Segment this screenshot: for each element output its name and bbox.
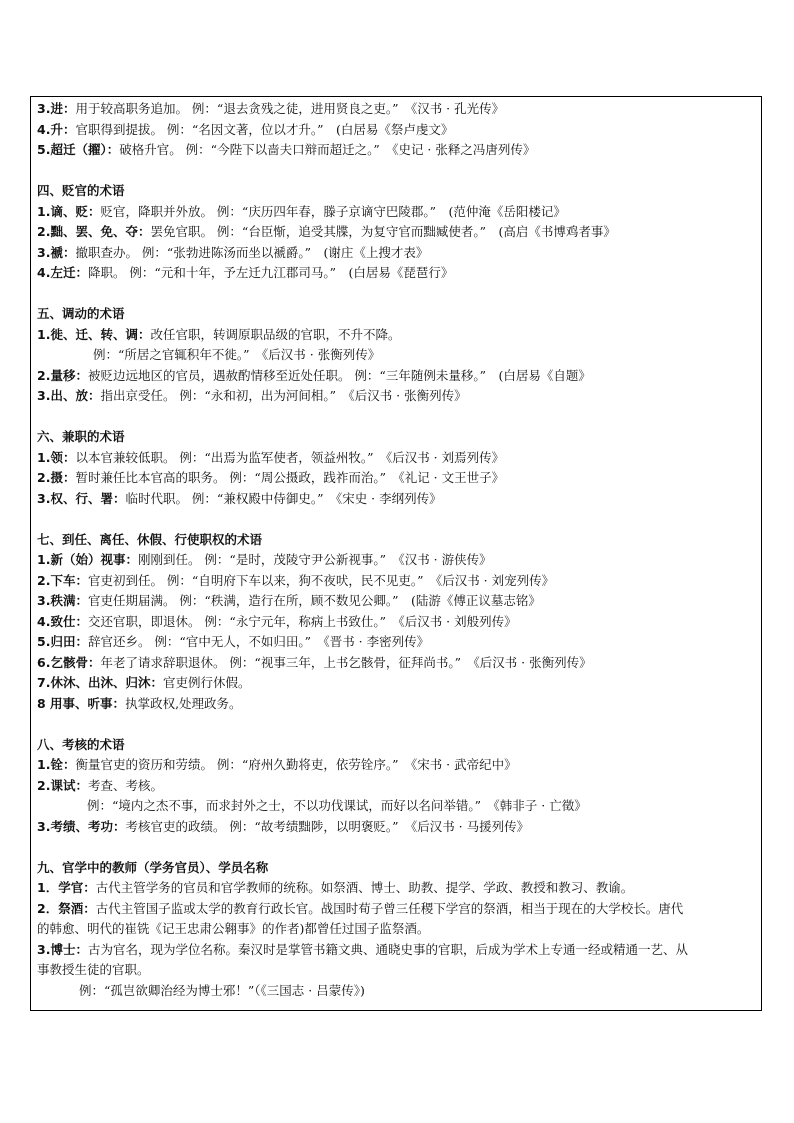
list-item — [37, 550, 757, 571]
term: 3.权、行、署： — [37, 490, 126, 506]
definition: 古代主管学务的官员和官学教师的统称。如祭酒、博士、助教、提学、学政、教授和教习、教谕。 — [95, 880, 634, 895]
list-item — [37, 817, 757, 838]
term: 3.博士： — [37, 941, 88, 957]
term: 6.乞骸骨： — [37, 654, 101, 670]
list-item — [37, 99, 757, 120]
list-item — [37, 940, 757, 961]
term: 8 用事、听事： — [37, 695, 126, 711]
continuation-line: 事教授生徒的官职。 — [37, 962, 150, 977]
list-item — [37, 468, 757, 489]
list-item — [37, 653, 757, 674]
term: 2.下车： — [37, 572, 88, 588]
definition: 指出京受任。 例：“永和初，出为河间相。” 《后汉书 · 张衡列传》 — [100, 388, 467, 403]
section-heading: 七、到任、离任、休假、行使职权的术语 — [37, 531, 263, 547]
definition: 被贬边远地区的官员，遇赦酌情移至近处任职。 例：“三年随例未量移。” (白居易《自题》 — [87, 367, 591, 383]
list-item — [37, 776, 757, 797]
definition: 辞官还乡。 例：“官中无人，不如归田。” 《晋书 · 李密列传》 — [87, 634, 430, 649]
term: 4.左迁： — [37, 265, 88, 280]
term: 3.褫： — [37, 244, 76, 260]
section-heading: 五、调动的术语 — [37, 306, 125, 321]
term: 5.归田： — [37, 634, 88, 649]
list-item — [37, 222, 757, 243]
list-item — [37, 366, 757, 387]
term: 4.致仕： — [37, 613, 88, 629]
term: 1.谪、贬： — [37, 203, 101, 219]
term: 7.休沐、出沐、归沐： — [37, 675, 163, 690]
definition: 官吏例行休假。 — [162, 675, 251, 690]
list-item — [37, 489, 757, 510]
definition: 刚刚到任。 例：“是时，茂陵守尹公新视事。” 《汉书 · 游侠传》 — [137, 552, 492, 567]
section-heading: 九、官学中的教师（学务官员）、学员名称 — [37, 859, 269, 875]
list-item — [37, 140, 757, 161]
list-item — [37, 673, 757, 694]
definition: 古为官名，现为学位名称。秦汉时是掌管书籍文典、通晓史事的官职，后成为学术上专通一经或精通一艺、从 — [87, 941, 688, 957]
list-item — [37, 202, 757, 223]
continuation-line: 的韩愈、明代的崔铣《记王忠肃公翱事》的作者)都曾任过国子监祭酒。 — [37, 921, 430, 936]
definition: 年老了请求辞职退休。 例：“视事三年，上书乞骸骨，征拜尚书。” 《后汉书 · 张衡列传》 — [100, 654, 592, 670]
list-item — [37, 878, 757, 899]
list-item — [37, 632, 757, 653]
term: 1.领： — [37, 449, 76, 465]
definition: 以本官兼较低职。 例：“出焉为监军使者，领益州牧。” 《后汉书 · 刘焉列传》 — [75, 449, 505, 465]
term: 2.量移： — [37, 367, 88, 383]
definition: 衡量官吏的资历和劳绩。 例：“府州久勤将吏，依劳铨序。” 《宋书 · 武帝纪中》 — [75, 757, 517, 772]
document-content — [37, 99, 757, 1001]
term: 1.新（始）视事： — [37, 552, 138, 567]
example-line: 例：“所居之官辄积年不徙。” 《后汉书 · 张衡列传》 — [93, 347, 381, 362]
list-item — [37, 448, 757, 469]
definition: 贬官，降职并外放。 例：“庆历四年春，滕子京谪守巴陵郡。” (范仲淹《岳阳楼记》 — [100, 203, 566, 219]
term: 3.秩满： — [37, 593, 88, 608]
list-item — [37, 899, 757, 920]
definition: 官吏任期届满。 例：“秩满，造行在所，顾不数见公卿。” (陆游《傅正议墓志铭》 — [87, 593, 541, 608]
list-item — [37, 571, 757, 592]
definition: 用于较高职务追加。 例：“退去贪残之徒，进用贤良之吏。” 《汉书 · 孔光传》 — [75, 101, 505, 116]
definition: 执掌政权,处理政务。 — [125, 695, 242, 711]
definition: 考核官吏的政绩。 例：“故考绩黜陟，以明褒贬。” 《后汉书 · 马援列传》 — [125, 818, 530, 834]
term: 2.黜、罢、免、夺： — [37, 224, 151, 239]
list-item — [37, 591, 757, 612]
term: 4.升： — [37, 121, 76, 137]
definition: 交还官职，即退休。 例：“永宁元年，称病上书致仕。” 《后汉书 · 刘般列传》 — [87, 613, 517, 629]
list-item — [37, 243, 757, 264]
section-heading: 四、贬官的术语 — [37, 183, 125, 198]
section-heading: 六、兼职的术语 — [37, 429, 125, 444]
term: 2.课试： — [37, 777, 88, 793]
definition: 降职。 例：“元和十年，予左迁九江郡司马。” (白居易《琵琶行》 — [87, 265, 454, 280]
term: 5.超迁（擢）： — [37, 142, 120, 157]
definition: 考查、考核。 — [87, 777, 163, 793]
term: 2．祭酒： — [37, 900, 96, 916]
term: 3.进： — [37, 101, 76, 116]
definition: 撤职查办。 例：“张勃进陈汤而坐以褫爵。” (谢庄《上搜才表》 — [75, 244, 429, 260]
definition: 官职得到提拔。 例：“名因文著，位以才升。” (白居易《祭卢虔文》 — [75, 121, 454, 137]
list-item — [37, 612, 757, 633]
list-item — [37, 263, 757, 284]
definition: 官吏初到任。 例：“自明府下车以来，狗不夜吠，民不见吏。” 《后汉书 · 刘宠列传》 — [87, 572, 555, 588]
list-item — [37, 386, 757, 407]
list-item — [37, 755, 757, 776]
list-item — [37, 694, 757, 715]
document-frame — [30, 96, 762, 1011]
list-item — [37, 325, 757, 346]
definition: 暂时兼任比本官高的职务。 例：“周公摄政，践祚而治。” 《礼记 · 文王世子》 — [75, 470, 505, 485]
list-item — [37, 120, 757, 141]
term: 2.摄： — [37, 470, 76, 485]
term: 1.徙、迁、转、调： — [37, 326, 151, 342]
definition: 破格升官。 例：“今陛下以啬夫口辩而超迁之。” 《史记 · 张释之冯唐列传》 — [119, 142, 536, 157]
section-heading: 八、考核的术语 — [37, 736, 125, 752]
term: 3.出、放： — [37, 388, 101, 403]
term: 3.考绩、考功： — [37, 818, 126, 834]
definition: 临时代职。 例：“兼权殿中侍御史。” 《宋史 · 李纲列传》 — [125, 490, 442, 506]
definition: 改任官职，转调原职品级的官职，不升不降。 — [150, 326, 401, 342]
example-line: 例：“孤岂欲卿治经为博士邪！”（《三国志 · 吕蒙传》) — [79, 982, 365, 998]
definition: 罢免官职。 例：“台臣惭，追受其牒，为复守官而黜臧使者。” (高启《书博鸡者事》 — [150, 224, 616, 239]
definition: 古代主管国子监或太学的教育行政长官。战国时荀子曾三任稷下学宫的祭酒，相当于现在的大学校长。唐代 — [95, 900, 684, 916]
term: 1．学官： — [37, 880, 96, 895]
term: 1.铨： — [37, 757, 76, 772]
example-line: 例：“境内之杰不事，而求封外之士，不以功伐课试，而好以名问举错。” 《韩非子 · 亡徵》 — [87, 798, 587, 813]
